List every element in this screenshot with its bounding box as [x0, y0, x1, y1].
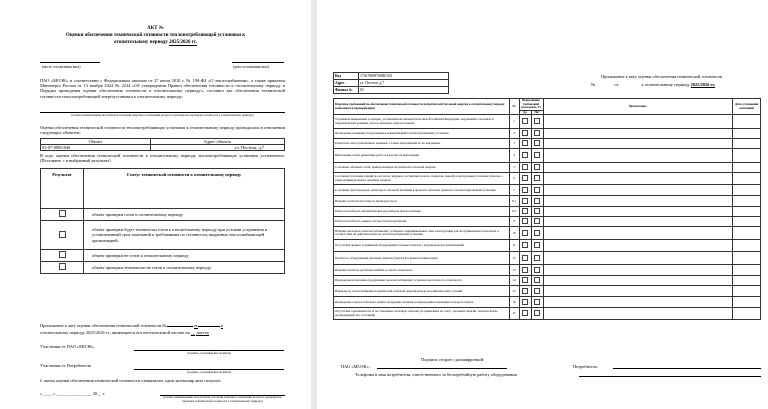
requirement-number: 7 [509, 185, 519, 196]
yes-checkbox[interactable] [522, 118, 528, 124]
note-cell[interactable] [543, 217, 732, 227]
fix-date-cell[interactable] [732, 227, 760, 240]
requirement-number: 13 [509, 265, 519, 276]
results-header-result: Результат [41, 169, 84, 209]
requirement-text: Наличие пломб на расчетных шайбах и соплах элеваторов; [334, 265, 510, 276]
requirement-row [334, 286, 761, 297]
requirement-number: 8.2 [509, 207, 519, 217]
yes-checkbox[interactable] [522, 175, 528, 181]
header-fix-date: Дата устранения замечаний [732, 99, 760, 115]
no-checkbox[interactable] [534, 218, 540, 224]
appendix-line: № от к отопительному периоду 2025/2026 гг. [591, 82, 716, 87]
info-value-address: ул. Пестеля, д.7 [359, 80, 449, 87]
fix-date-cell[interactable] [732, 297, 760, 308]
fix-date-cell[interactable] [732, 139, 760, 149]
yes-checkbox[interactable] [522, 208, 528, 214]
no-checkbox[interactable] [534, 118, 540, 124]
requirement-text: Работоспособность защиты систем теплопотребления [334, 217, 510, 227]
note-cell[interactable] [543, 207, 732, 217]
requirement-text: Состояние трубопроводов, арматуры и тепловой изоляции в пределах тепловых пунктов в теплопотребляющей установке [334, 185, 510, 196]
requirement-number: 2 [509, 129, 519, 139]
fix-date-cell[interactable] [732, 163, 760, 173]
object-code-cell: 03-07-0905/046 [41, 145, 151, 151]
requirement-text: Проведение осмотра теплового пункта на предмет наличия и повреждения помещения теплового пункта [334, 297, 510, 308]
yes-checkbox[interactable] [522, 299, 528, 305]
info-label-branch: Филиал № [334, 87, 359, 94]
note-cell[interactable] [543, 240, 732, 252]
note-cell[interactable] [543, 252, 732, 265]
yes-checkbox[interactable] [522, 140, 528, 146]
requirement-number: 5 [509, 163, 519, 173]
note-cell[interactable] [543, 149, 732, 163]
requirement-text: Отсутствие задолженности за поставленные тепловую энергию (за единичным по счету: тепловой энергии, теплоноситель, подтверждение его состояния) [334, 308, 510, 320]
date-caption: (дата составления акта) [233, 65, 270, 69]
fix-date-cell[interactable] [732, 149, 760, 163]
act-subtitle: Оценки обеспечения технической готовности теплопотребляющей установки к [65, 33, 246, 38]
requirement-text: Состояние утепления зданий (к оси числе чердаков, лестничных клеток, подвалов, дверей) и центральных тепловых пунктов, а также индивидуальных тепловых пунктов [334, 173, 510, 185]
note-cell[interactable] [543, 185, 732, 196]
requirement-number: 16 [509, 297, 519, 308]
final-caption: (полное наименование потребителя тепловой энергии в отношении которого проводилась проверка технической готовности к отопительному периоду) [163, 395, 282, 403]
requirement-text: Проведение промывки оборудования и коммуникаций теплопотребляющих установок [334, 129, 510, 139]
note-cell[interactable] [543, 173, 732, 185]
fix-date-cell[interactable] [732, 276, 760, 286]
sign-consumer-label: Потребитель: [573, 364, 599, 369]
consumer-signature-label: Участники от Потребителя [40, 363, 91, 368]
fix-date-cell[interactable] [732, 265, 760, 276]
intro-paragraph: ПАО «МОЭК» в соответствии с Федеральным законом от 27 июля 2010 г. № 190-ФЗ «О теплоснабжении», а также приказом Минэнерго России от 13 ноября 2024 № 2234 «Об утверждении Правил обеспечения готовности к отопительному периоду и Порядка проведения оценки обеспечения готовности к отопительному периоду», составил акт обеспечения технической готовности теплопотребляющей энергоустановки к отопительному периоду: [40, 78, 285, 99]
acknowledge-paragraph: С актом оценки обеспечения технической готовности ознакомлен, один экземпляр акта получил: [40, 378, 222, 383]
result-checkbox[interactable] [59, 251, 66, 258]
note-cell[interactable] [543, 139, 732, 149]
acknowledge-date: « ____ » ________________ 20__ г. [40, 391, 105, 396]
fix-date-cell[interactable] [732, 308, 760, 320]
requirement-row [334, 163, 761, 173]
header-no: Нет [531, 110, 543, 115]
objects-paragraph: Оценка обеспечения технической готовности теплопотребляющих установок к отопительному периоду проводилась в отношении следующих объектов: [40, 125, 285, 136]
fix-date-cell[interactable] [732, 185, 760, 196]
fix-date-cell[interactable] [732, 252, 760, 265]
no-checkbox[interactable] [534, 277, 540, 283]
requirement-row [334, 207, 761, 217]
note-cell[interactable] [543, 196, 732, 207]
requirement-text: Проведение испытания оборудования теплопотребляющих установок на плотность и прочность [334, 276, 510, 286]
yes-checkbox[interactable] [522, 310, 528, 316]
requirement-text: Плотность оборудования тепловых пунктов (указать P и время в примечание); [334, 252, 510, 265]
info-label-code: Код [334, 73, 359, 80]
requirement-row [334, 240, 761, 252]
requirement-number: 14 [509, 276, 519, 286]
fix-date-cell[interactable] [732, 240, 760, 252]
fix-date-cell[interactable] [732, 173, 760, 185]
result-option: объект проверки технически не готов к отопительному периоду [84, 262, 285, 274]
result-checkbox[interactable] [59, 231, 66, 238]
requirement-row [334, 308, 761, 320]
requirement-row [334, 276, 761, 286]
requirements-table [333, 98, 761, 320]
header-yes: Да [519, 110, 531, 115]
note-cell[interactable] [543, 286, 732, 297]
fix-date-cell[interactable] [732, 196, 760, 207]
requirement-row [334, 196, 761, 207]
no-checkbox[interactable] [534, 310, 540, 316]
consumer-signature-caption: (подпись, расшифровка подписи) [187, 370, 231, 374]
requirement-number: 10 [509, 227, 519, 240]
yes-checkbox[interactable] [522, 267, 528, 273]
requirement-text: Работоспособность автоматических регуляторов при их наличии [334, 207, 510, 217]
note-cell[interactable] [543, 129, 732, 139]
yes-checkbox[interactable] [522, 242, 528, 248]
requirement-row [334, 173, 761, 185]
requirement-number: 9 [509, 217, 519, 227]
results-table [40, 168, 285, 274]
requirement-row [334, 185, 761, 196]
requirement-text: Разработка эксплуатационных режимов, а также мероприятий по их внедрению [334, 139, 510, 149]
note-cell[interactable] [543, 265, 732, 276]
appendix-reference-2: отопительному периоду 2025/2026 гг., являющееся его неотъемлемой частью на __ листах [40, 330, 209, 335]
requirement-number: 8.1 [509, 196, 519, 207]
requirement-text: Отсутствие прямых соединений оборудования тепловых пунктов с водопроводом и канализацией [334, 240, 510, 252]
requirement-number: 17 [509, 308, 519, 320]
appendix-page [317, 0, 768, 409]
results-header-status: Статус технической готовности к отопительному периоду [84, 169, 285, 209]
yes-checkbox[interactable] [522, 152, 528, 158]
no-checkbox[interactable] [534, 187, 540, 193]
objects-header-address: Адрес объекта [150, 139, 284, 145]
moek-signature-label: Участники от ПАО «МОЭК» [40, 344, 95, 349]
header-number: № [509, 99, 519, 115]
no-checkbox[interactable] [534, 130, 540, 136]
place-caption: (место составления акта) [42, 65, 81, 69]
fix-date-cell[interactable] [732, 286, 760, 297]
requirement-row [334, 297, 761, 308]
no-checkbox[interactable] [534, 230, 540, 236]
header-requirements: Перечень требований по обеспечению технической готовности потребителей тепловой энергии к отопительному периоду (заполняется проверяющим) [334, 99, 510, 115]
yes-checkbox[interactable] [522, 288, 528, 294]
result-option: объект проверки не готов к отопительному периоду [84, 250, 285, 262]
no-checkbox[interactable] [534, 267, 540, 273]
result-option: объект проверки готов к отопительному периоду [84, 209, 285, 221]
requirement-number: 12 [509, 252, 519, 265]
yes-checkbox[interactable] [522, 130, 528, 136]
yes-checkbox[interactable] [522, 255, 528, 261]
requirement-row [334, 265, 761, 276]
fix-date-cell[interactable] [732, 115, 760, 129]
fix-date-cell[interactable] [732, 217, 760, 227]
requirement-text: Устранение выявленных в порядке, установленном законодательством Российской Федерации, нарушений в тепловых и гидравлических режимах работы тепловых энергоустановок [334, 115, 510, 129]
yes-checkbox[interactable] [522, 277, 528, 283]
appendix-title: Приложение к акту оценки обеспечения технической готовности [601, 74, 723, 79]
object-address-cell: ул. Пестеля, д.7 [150, 145, 284, 151]
requirement-number: 6 [509, 173, 519, 185]
result-option: объект проверки будет технически готов к отопительному периоду при условии устранения в установленный срок замечаний к требованиям по готовности, выданных теплоснабжающей организацией; [84, 221, 285, 250]
objects-header-object: Объект [41, 139, 151, 145]
requirement-row [334, 129, 761, 139]
requirement-row [334, 217, 761, 227]
info-value-code: 173678699768081501 [359, 73, 449, 80]
consumer-caption: (полное наименование потребителя тепловой энергии в отношении которого проводилась проверка готовности к отопительному периоду) [71, 113, 254, 117]
result-checkbox[interactable] [59, 263, 66, 270]
yes-checkbox[interactable] [522, 198, 528, 204]
yes-checkbox[interactable] [522, 164, 528, 170]
no-checkbox[interactable] [534, 299, 540, 305]
no-checkbox[interactable] [534, 140, 540, 146]
no-checkbox[interactable] [534, 164, 540, 170]
no-checkbox[interactable] [534, 208, 540, 214]
note-cell[interactable] [543, 115, 732, 129]
no-checkbox[interactable] [534, 288, 540, 294]
requirement-number: 1 [509, 115, 519, 129]
fix-date-cell[interactable] [732, 207, 760, 217]
yes-checkbox[interactable] [522, 230, 528, 236]
no-checkbox[interactable] [534, 242, 540, 248]
requirement-text: Надежность теплоснабжения потребителей тепловой энергии исходя из климатических условий [334, 286, 510, 297]
phone-line-label: Телефоны и имя потребителя, ответственного за бесперебойную работу оборудования [355, 372, 517, 377]
requirement-row [334, 149, 761, 163]
info-value-branch: 03 [359, 87, 449, 94]
objects-table [40, 138, 285, 151]
requirement-row [334, 115, 761, 129]
note-cell[interactable] [543, 163, 732, 173]
requirement-row [334, 139, 761, 149]
header-note: Примечание [543, 99, 732, 115]
requirement-number: 4 [509, 149, 519, 163]
requirement-text: Выполнение плана ремонтных работ и качество их выполнения [334, 149, 510, 163]
no-checkbox[interactable] [534, 198, 540, 204]
note-cell[interactable] [543, 308, 732, 320]
result-checkbox[interactable] [59, 210, 66, 217]
act-page [0, 0, 311, 409]
act-subtitle-2: отопительному периоду 2025/2026 гг. [114, 40, 197, 45]
appendix-reference: Приложение к акту оценки обеспечения технической готовности № от к [40, 323, 224, 328]
note-cell[interactable] [543, 276, 732, 286]
header-completion: Выполнение требований (поставить V) [519, 99, 543, 111]
fix-date-cell[interactable] [732, 129, 760, 139]
requirement-row [334, 252, 761, 265]
no-checkbox[interactable] [534, 152, 540, 158]
act-title: АКТ № [147, 26, 164, 31]
note-cell[interactable] [543, 227, 732, 240]
requirement-number: 11 [509, 240, 519, 252]
findings-paragraph: В ходе оценки обеспечения технической готовности к отопительному периоду теплопотребляющих установок установлено: (Поставить + в выбранный результат) [40, 153, 285, 164]
requirement-row [334, 227, 761, 240]
requirement-text: Состояние тепловых сетей, принадлежащих потребителю тепловой энергии [334, 163, 510, 173]
object-info-table [333, 72, 449, 94]
no-checkbox[interactable] [534, 175, 540, 181]
no-checkbox[interactable] [534, 255, 540, 261]
info-label-address: Адрес [334, 80, 359, 87]
signatures-title: Подписи сторон с расшифровкой: [421, 357, 485, 362]
moek-signature-caption: (подпись, расшифровка подписи) [187, 351, 231, 355]
requirement-number: 3 [509, 139, 519, 149]
requirement-text: Наличие паспортов теплопотребляющих установок, принципиальных схем и инструкций для обслуживающего персонала и соответствие их действительности теплопотребляющей установки [334, 227, 510, 240]
yes-checkbox[interactable] [522, 187, 528, 193]
requirement-text: Наличие и работоспособность приборов учета; [334, 196, 510, 207]
yes-checkbox[interactable] [522, 218, 528, 224]
note-cell[interactable] [543, 297, 732, 308]
sign-moek-label: ПАО «МОЭК»: [341, 364, 370, 369]
requirement-number: 15 [509, 286, 519, 297]
